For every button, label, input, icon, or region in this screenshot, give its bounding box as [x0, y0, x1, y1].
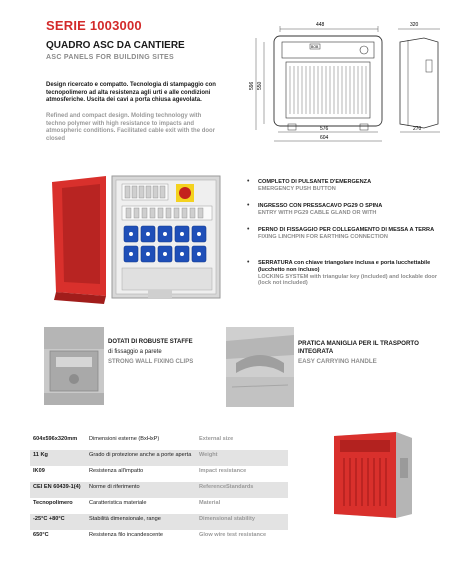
feature-item: [247, 226, 438, 241]
technical-drawing: [248, 20, 448, 145]
series-title: SERIE 1003000: [46, 18, 142, 33]
dim-top-side: 320: [410, 22, 419, 28]
bullet-icon: •: [247, 202, 250, 209]
spec-value: 650°C: [33, 532, 49, 538]
spec-value: Tecnopolimero: [33, 500, 73, 506]
handle-en: EASY CARRYING HANDLE: [298, 358, 377, 365]
spec-value: 11 Kg: [30, 450, 86, 466]
spec-value: IK09: [33, 468, 45, 474]
feature-it: PERNO DI FISSAGGIO PER COLLEGAMENTO DI MESSA A TERRA: [258, 227, 435, 233]
handle-title: PRATICA MANIGLIA PER IL TRASPORTO INTEGRATA: [298, 340, 419, 355]
wall-clips-caption: [108, 337, 223, 367]
spec-label-it: Dimensioni esterne (BxHxP): [89, 436, 160, 442]
feature-en: EMERGENCY PUSH BUTTON: [258, 185, 336, 192]
spec-value: -25°C +80°C: [30, 514, 86, 530]
spec-label-en: Impact resistance: [199, 468, 247, 474]
brand-label: BOB: [311, 45, 319, 49]
product-title-it: QUADRO ASC DA CANTIERE: [46, 40, 185, 51]
dim-height-outer: 596: [249, 81, 255, 90]
spec-label-en: External size: [199, 436, 234, 442]
dim-bottom-side: 270: [413, 126, 422, 132]
feature-it: INGRESSO CON PRESSACAVO PG29 O SPINA: [258, 203, 383, 209]
spec-value: CEI EN 60439-1(4): [30, 482, 86, 498]
spec-label-it: Grado di protezione anche a porte aperta: [86, 450, 196, 466]
table-row: [30, 450, 288, 466]
spec-label-en: Glow wire test resistance: [199, 532, 267, 538]
handle-photo: [226, 327, 294, 407]
feature-item: [247, 259, 438, 287]
spec-label-en: Weight: [196, 450, 288, 466]
bullet-icon: •: [247, 226, 250, 233]
bullet-icon: •: [247, 178, 250, 185]
spec-label-en: Dimensional stability: [196, 514, 288, 530]
product-photo-open: [48, 172, 228, 307]
dim-bottom-inner: 576: [320, 126, 329, 132]
spec-value: 604x596x320mm: [33, 436, 78, 442]
feature-en: ENTRY WITH PG29 CABLE GLAND OR WITH: [258, 209, 377, 216]
spec-label-it: Norme di riferimento: [86, 482, 196, 498]
wall-clip-photo: [44, 327, 104, 405]
table-row: [30, 482, 288, 498]
feature-en: FIXING LINCHPIN FOR EARTHING CONNECTION: [258, 233, 388, 240]
clips-title: DOTATI DI ROBUSTE STAFFE di fissaggio a parete: [108, 339, 193, 355]
bullet-icon: •: [247, 259, 250, 266]
spec-label-it: Resistenza all'impatto: [89, 468, 144, 474]
feature-en: LOCKING SYSTEM with triangular key (included) and lockable door (lock not included): [258, 273, 438, 287]
description-en: Refined and compact design. Molding technology with techno polymer with high resistance to impacts and atmospheric conditions. Facilitated cable exit with the door closed: [46, 113, 216, 142]
handle-caption: [298, 340, 428, 366]
table-row: [30, 498, 288, 514]
spec-label-en: ReferenceStandards: [196, 482, 288, 498]
product-photo-closed: [328, 430, 418, 520]
table-row: [30, 530, 288, 546]
feature-item: [247, 202, 438, 217]
spec-label-it: Resistenza filo incandescente: [89, 532, 164, 538]
feature-it: COMPLETO DI PULSANTE D'EMERGENZA: [258, 179, 372, 185]
table-row: [30, 514, 288, 530]
product-title-en: ASC PANELS FOR BUILDING SITES: [46, 54, 174, 61]
table-row: [30, 466, 288, 482]
spec-label-it: Caratteristica materiale: [89, 500, 147, 506]
clips-en: STRONG WALL FIXING CLIPS: [108, 359, 194, 365]
dim-height-inner: 550: [257, 81, 263, 90]
feature-item: [247, 178, 438, 193]
specs-table: [30, 434, 288, 546]
dim-top-front: 448: [316, 22, 325, 28]
description-it: Design ricercato e compatto. Tecnologia di stampaggio con tecnopolimero ad alta resistenza agli urti e alle condizioni atmosferiche. Uscita dei cavi a porta chiusa agevolata.: [46, 82, 216, 104]
spec-label-en: Material: [199, 500, 221, 506]
spec-label-it: Stabilità dimensionale, range: [86, 514, 196, 530]
table-row: [30, 434, 288, 450]
feature-it: SERRATURA con chiave triangolare inclusa e porta lucchettabile (lucchetto non incluso): [258, 260, 431, 273]
dim-bottom-outer: 604: [320, 135, 329, 141]
